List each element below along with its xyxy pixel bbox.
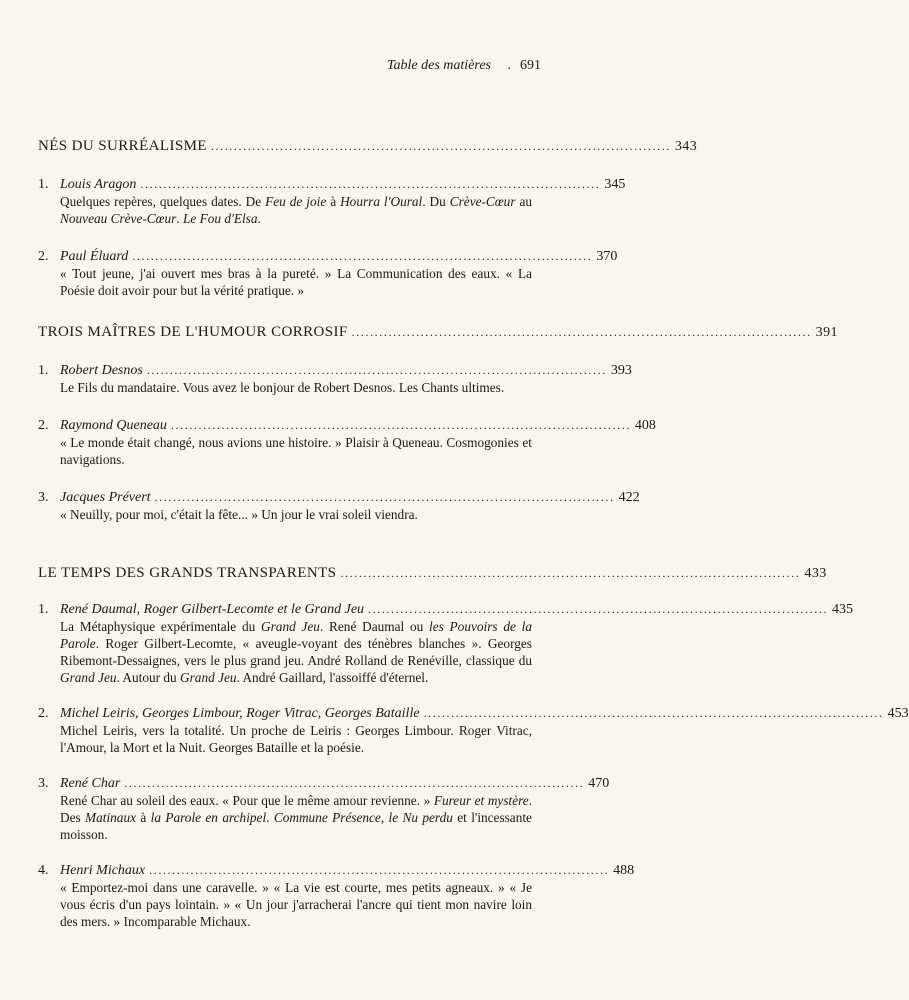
entry-number: 1. bbox=[38, 363, 49, 378]
running-head-separator: . bbox=[507, 58, 511, 73]
entry-title: Jacques Prévert bbox=[60, 490, 151, 505]
section-title: TROIS MAÎTRES DE L'HUMOUR CORROSIF bbox=[38, 324, 348, 340]
entry-title: Raymond Queneau bbox=[60, 418, 167, 433]
section-page: 391 bbox=[815, 325, 838, 340]
entry-title: Paul Éluard bbox=[60, 249, 129, 264]
running-head-title: Table des matières bbox=[387, 58, 491, 73]
entry-description: « Le monde était changé, nous avions une histoire. » Plaisir à Queneau. Cosmogonies et navigations. bbox=[60, 435, 532, 467]
section-title-row bbox=[38, 565, 827, 582]
dot-leader: .................................................................................................... bbox=[423, 706, 884, 720]
dot-leader: .................................................................................................... bbox=[368, 602, 829, 616]
entry-description: Quelques repères, quelques dates. De Feu de joie à Hourra l'Oural. Du Crève-Cœur au Nouveau Crève-Cœur. Le Fou d'Elsa. bbox=[60, 194, 533, 226]
entry-number: 1. bbox=[38, 602, 49, 617]
dot-leader: .................................................................................................... bbox=[210, 139, 671, 153]
entry-number: 4. bbox=[38, 863, 49, 878]
entry-title: Louis Aragon bbox=[60, 177, 137, 192]
dot-leader: .................................................................................................... bbox=[146, 363, 607, 377]
entry-page: 370 bbox=[596, 249, 618, 264]
entry-description: « Tout jeune, j'ai ouvert mes bras à la pureté. » La Communication des eaux. « La Poésie doit avoir pour but la vérité pratique. » bbox=[60, 266, 532, 298]
toc-entry bbox=[38, 249, 618, 299]
section-trois-maitres bbox=[38, 324, 838, 523]
toc-entry bbox=[38, 177, 626, 227]
entry-page: 470 bbox=[588, 776, 610, 791]
entry-page: 422 bbox=[618, 490, 640, 505]
section-grands-transparents bbox=[38, 565, 909, 930]
entry-title: Robert Desnos bbox=[60, 363, 143, 378]
section-page: 433 bbox=[804, 566, 827, 581]
entry-number: 3. bbox=[38, 490, 49, 505]
entry-page: 393 bbox=[610, 363, 632, 378]
entry-number: 2. bbox=[38, 249, 49, 264]
dot-leader: .................................................................................................... bbox=[124, 776, 585, 790]
page-number: 691 bbox=[520, 58, 541, 73]
entry-description: René Char au soleil des eaux. « Pour que le même amour revienne. » Fureur et mystère. Des Matinaux à la Parole en archipel. Commune Présence, le Nu perdu et l'incessante moisson. bbox=[60, 793, 533, 842]
toc-entry bbox=[38, 418, 656, 468]
dot-leader: .................................................................................................... bbox=[140, 177, 601, 191]
section-nes-du-surrealisme bbox=[38, 138, 698, 299]
dot-leader: .................................................................................................... bbox=[351, 325, 812, 339]
dot-leader: .................................................................................................... bbox=[154, 490, 615, 504]
entry-number: 1. bbox=[38, 177, 49, 192]
entry-title: René Daumal, Roger Gilbert-Lecomte et le Grand Jeu bbox=[60, 602, 365, 617]
entry-number: 3. bbox=[38, 776, 49, 791]
entry-description: La Métaphysique expérimentale du Grand Jeu. René Daumal ou les Pouvoirs de la Parole. Roger Gilbert-Lecomte, « aveugle-voyant des ténèbres blanches ». Georges Ribemont-Dessaignes, vers le plus grand jeu. André Rolland de Renéville, classique du Grand Jeu. Autour du Grand Jeu. André Gaillard, l'assoiffé d'éternel. bbox=[60, 619, 532, 685]
toc-entry bbox=[38, 602, 854, 686]
section-title-row bbox=[38, 138, 698, 155]
entry-description: Le Fils du mandataire. Vous avez le bonjour de Robert Desnos. Les Chants ultimes. bbox=[60, 380, 505, 395]
entry-page: 345 bbox=[604, 177, 626, 192]
entry-number: 2. bbox=[38, 418, 49, 433]
section-page: 343 bbox=[674, 139, 698, 154]
toc-entry bbox=[38, 776, 610, 843]
toc-entry bbox=[38, 363, 632, 396]
entry-title: René Char bbox=[60, 776, 121, 791]
entry-page: 453 bbox=[887, 706, 909, 721]
section-title-row bbox=[38, 324, 838, 341]
toc-entry bbox=[38, 706, 909, 756]
section-title: LE TEMPS DES GRANDS TRANSPARENTS bbox=[38, 565, 337, 581]
entry-page: 488 bbox=[613, 863, 635, 878]
dot-leader: .................................................................................................... bbox=[132, 249, 593, 263]
entry-title: Henri Michaux bbox=[60, 863, 146, 878]
section-title: NÉS DU SURRÉALISME bbox=[38, 138, 207, 154]
dot-leader: .................................................................................................... bbox=[149, 863, 610, 877]
entry-title: Michel Leiris, Georges Limbour, Roger Vitrac, Georges Bataille bbox=[60, 706, 420, 721]
entry-page: 435 bbox=[832, 602, 854, 617]
toc-entry bbox=[38, 863, 635, 930]
entry-description: Michel Leiris, vers la totalité. Un proche de Leiris : Georges Limbour. Roger Vitrac, l'Amour, la Mort et la Nuit. Georges Bataille et la poésie. bbox=[60, 723, 532, 755]
entry-page: 408 bbox=[634, 418, 656, 433]
dot-leader: .................................................................................................... bbox=[340, 566, 801, 580]
entry-number: 2. bbox=[38, 706, 49, 721]
toc-entry bbox=[38, 490, 640, 523]
entry-description: « Neuilly, pour moi, c'était la fête... » Un jour le vrai soleil viendra. bbox=[60, 507, 418, 522]
dot-leader: .................................................................................................... bbox=[170, 418, 631, 432]
entry-description: « Emportez-moi dans une caravelle. » « La vie est courte, mes petits agneaux. » « Je vous écris d'un pays lointain. » « Un jour j'arracherai l'ancre qui tient mon navire loin des mers. » Incomparable Michaux. bbox=[60, 880, 532, 929]
